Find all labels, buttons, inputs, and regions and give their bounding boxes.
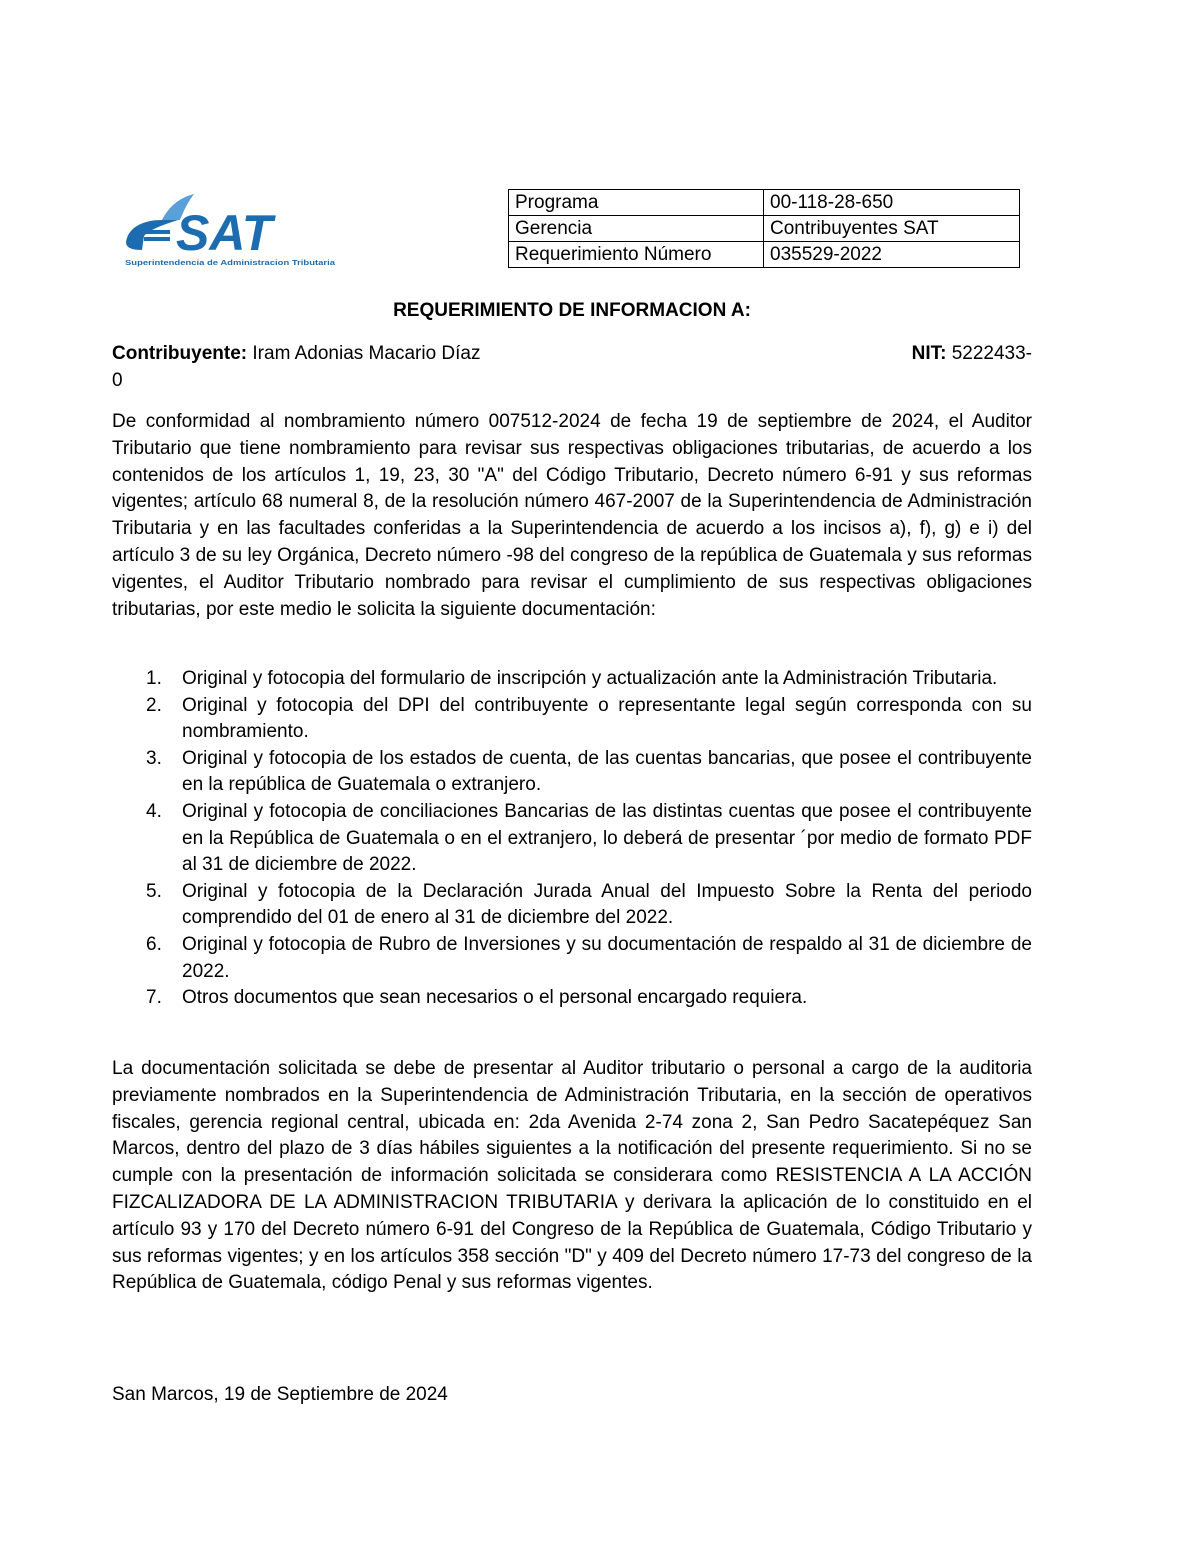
document-heading: REQUERIMIENTO DE INFORMACION A: [393,300,751,321]
list-item [112,985,1032,1012]
list-item-text: Original y fotocopia de la Declaración Jurada Anual del Impuesto Sobre la Renta del periodo comprendido del 01 de enero al 31 de diciembre del 2022. [182,880,1032,929]
list-item [112,879,1032,932]
list-item [112,799,1032,879]
list-item-text: Original y fotocopia del DPI del contribuyente o representante legal según corresponda con su nombramiento. [182,694,1032,743]
table-row [509,216,1020,242]
list-item-number: 6. [146,933,162,955]
list-item-text: Original y fotocopia del formulario de inscripción y actualización ante la Administración Tributaria. [182,668,998,689]
list-item [112,746,1032,799]
list-item-number: 7. [146,987,162,1009]
list-item-text: Original y fotocopia de los estados de cuenta, de las cuentas bancarias, que posee el contribuyente en la república de Guatemala o extranjero. [182,747,1032,796]
request-info-table [508,189,1020,268]
taxpayer-info [112,341,1032,395]
list-item-text: Original y fotocopia de conciliaciones Bancarias de las distintas cuentas que posee el contribuyente en la República de Guatemala o en el extranjero, lo deberá de presentar ´por medio de formato PDF al 31 de diciembre de 2022. [182,800,1032,876]
taxpayer-label: Contribuyente: [112,343,248,364]
list-item-number: 5. [146,880,162,902]
taxpayer-name: Iram Adonias Macario Díaz [252,343,481,364]
list-item [112,932,1032,985]
table-row [509,242,1020,268]
table-label: Requerimiento Número [509,242,764,268]
list-item-text: Otros documentos que sean necesarios o el personal encargado requiera. [182,987,808,1009]
list-item-number: 1. [146,668,162,689]
intro-paragraph: De conformidad al nombramiento número 007512-2024 de fecha 19 de septiembre de 2024, el Auditor Tributario que tiene nombramiento para revisar sus respectivas obligaciones tributarias, de acuerdo a los contenidos de los artículos 1, 19, 23, 30 "A" del Código Tributario, Decreto número 6-91 y sus reformas vigentes; artículo 68 numeral 8, de la resolución número 467-2007 de la Superintendencia de Administración Tributaria y en las facultades conferidas a la Superintendencia de acuerdo a los incisos a), f), g) e i) del artículo 3 de su ley Orgánica, Decreto número -98 del congreso de la república de Guatemala y sus reformas vigentes, el Auditor Tributario nombrado para revisar el cumplimiento de sus respectivas obligaciones tributarias, por este medio le solicita la siguiente documentación: [112,411,1032,620]
table-value: 035529-2022 [764,242,1020,268]
list-item-text: Original y fotocopia de Rubro de Inversiones y su documentación de respaldo al 31 de diciembre de 2022. [182,933,1032,982]
table-value: Contribuyentes SAT [764,216,1020,242]
sat-logo-graphic [122,190,338,270]
list-item-number: 4. [146,800,162,822]
nit-label: NIT: [911,343,947,364]
table-row [509,190,1020,216]
sat-logo-text: SAT [176,205,273,261]
table-value: 00-118-28-650 [764,190,1020,216]
sat-logo [122,190,338,270]
table-label: Programa [509,190,764,216]
list-item-number: 2. [146,694,162,716]
place-and-date: San Marcos, 19 de Septiembre de 2024 [112,1384,448,1405]
table-label: Gerencia [509,216,764,242]
list-item [112,666,1032,693]
list-item [112,693,1032,746]
nit-value: 5222433- [951,343,1032,364]
submission-paragraph: La documentación solicitada se debe de presentar al Auditor tributario o personal a cargo de la auditoria previamente nombrados en la Superintendencia de Administración Tributaria, en la sección de operativos fiscales, gerencia regional central, ubicada en: 2da Avenida 2-74 zona 2, San Pedro Sacatepéquez San Marcos, dentro del plazo de 3 días hábiles siguientes a la notificación del presente requerimiento. Si no se cumple con la presentación de información solicitada se considerara como RESISTENCIA A LA ACCIÓN FIZCALIZADORA DE LA ADMINISTRACION TRIBUTARIA y derivara la aplicación de lo constituido en el artículo 93 y 170 del Decreto número 6-91 del Congreso de la República de Guatemala, Código Tributario y sus reformas vigentes; y en los artículos 358 sección "D" y 409 del Decreto número 17-73 del congreso de la República de Guatemala, código Penal y sus reformas vigentes. [112,1058,1032,1294]
list-item-number: 3. [146,747,162,769]
sat-logo-subtitle: Superintendencia de Administracion Tributaria [125,258,336,267]
requested-documents-list [112,666,1032,1012]
nit-suffix: 0 [112,369,123,391]
